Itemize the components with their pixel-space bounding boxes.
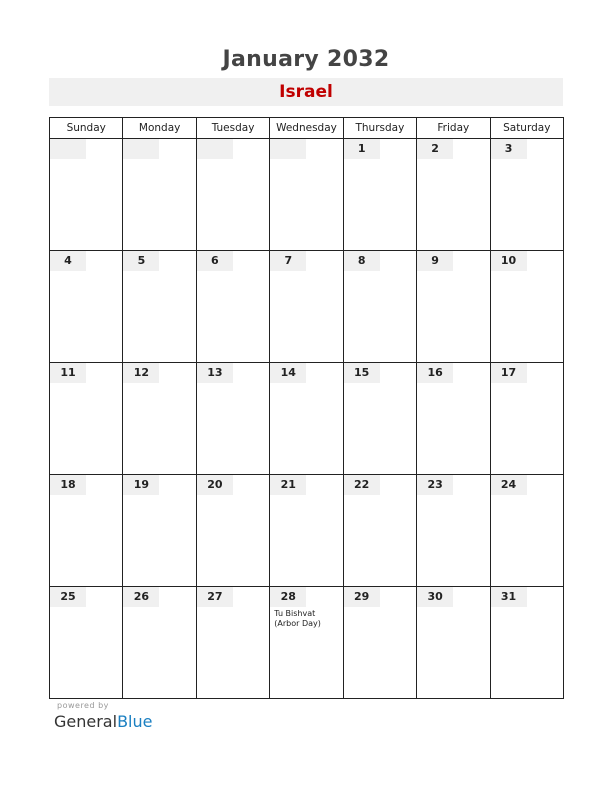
day-cell[interactable] <box>270 139 343 251</box>
weekday-header: Thursday <box>343 118 416 139</box>
day-cell[interactable] <box>490 475 563 587</box>
day-cell[interactable] <box>270 363 343 475</box>
day-cell[interactable] <box>123 587 196 699</box>
calendar-body <box>50 139 564 699</box>
day-number: 19 <box>123 475 159 495</box>
day-number: 31 <box>491 587 527 607</box>
day-number: 13 <box>197 363 233 383</box>
weekday-header: Sunday <box>50 118 123 139</box>
calendar-grid <box>49 117 564 699</box>
generalblue-logo[interactable] <box>54 712 152 731</box>
weekday-header-row <box>50 118 564 139</box>
day-cell[interactable] <box>490 139 563 251</box>
day-number: 15 <box>344 363 380 383</box>
day-number: 16 <box>417 363 453 383</box>
day-cell[interactable] <box>123 251 196 363</box>
day-cell[interactable] <box>417 363 490 475</box>
day-number <box>270 139 306 159</box>
day-number: 7 <box>270 251 306 271</box>
day-cell[interactable] <box>50 251 123 363</box>
powered-by-text: powered by <box>57 701 109 710</box>
day-number: 3 <box>491 139 527 159</box>
day-cell[interactable] <box>343 475 416 587</box>
day-number <box>197 139 233 159</box>
day-cell[interactable] <box>123 475 196 587</box>
day-number: 6 <box>197 251 233 271</box>
day-cell[interactable] <box>270 475 343 587</box>
day-number <box>50 139 86 159</box>
day-cell[interactable] <box>343 139 416 251</box>
day-cell[interactable] <box>343 587 416 699</box>
day-number: 27 <box>197 587 233 607</box>
weekday-header: Wednesday <box>270 118 343 139</box>
day-number: 30 <box>417 587 453 607</box>
day-cell[interactable] <box>50 139 123 251</box>
day-number: 2 <box>417 139 453 159</box>
brand-general: General <box>54 712 118 731</box>
day-cell[interactable] <box>50 587 123 699</box>
day-cell[interactable] <box>50 363 123 475</box>
day-cell[interactable] <box>196 139 269 251</box>
weekday-header: Tuesday <box>196 118 269 139</box>
day-cell[interactable] <box>417 139 490 251</box>
day-number: 1 <box>344 139 380 159</box>
day-number: 11 <box>50 363 86 383</box>
day-number: 21 <box>270 475 306 495</box>
day-number: 25 <box>50 587 86 607</box>
country-band <box>49 78 563 106</box>
day-cell[interactable] <box>123 363 196 475</box>
day-cell[interactable] <box>417 475 490 587</box>
day-number: 10 <box>491 251 527 271</box>
day-number: 5 <box>123 251 159 271</box>
day-cell[interactable] <box>417 587 490 699</box>
day-cell[interactable] <box>343 251 416 363</box>
calendar-title: January 2032 <box>222 47 390 72</box>
day-cell[interactable] <box>196 475 269 587</box>
day-number: 22 <box>344 475 380 495</box>
day-cell[interactable] <box>196 251 269 363</box>
day-number: 14 <box>270 363 306 383</box>
day-number: 24 <box>491 475 527 495</box>
day-number: 12 <box>123 363 159 383</box>
day-number: 29 <box>344 587 380 607</box>
day-cell[interactable] <box>490 587 563 699</box>
day-number: 17 <box>491 363 527 383</box>
weekday-header: Saturday <box>490 118 563 139</box>
day-cell[interactable] <box>270 587 343 699</box>
brand-blue: Blue <box>117 712 153 731</box>
day-number: 20 <box>197 475 233 495</box>
holiday-label: Tu Bishvat (Arbor Day) <box>274 609 321 628</box>
weekday-header: Monday <box>123 118 196 139</box>
day-number: 28 <box>270 587 306 607</box>
day-number: 9 <box>417 251 453 271</box>
day-cell[interactable] <box>123 139 196 251</box>
day-cell[interactable] <box>490 363 563 475</box>
day-cell[interactable] <box>270 251 343 363</box>
day-cell[interactable] <box>196 363 269 475</box>
day-cell[interactable] <box>417 251 490 363</box>
day-number: 8 <box>344 251 380 271</box>
country-name: Israel <box>279 82 333 102</box>
day-number: 18 <box>50 475 86 495</box>
day-number: 23 <box>417 475 453 495</box>
week-row <box>50 363 564 475</box>
day-cell[interactable] <box>50 475 123 587</box>
day-cell[interactable] <box>343 363 416 475</box>
weekday-header: Friday <box>417 118 490 139</box>
week-row <box>50 587 564 699</box>
day-number: 4 <box>50 251 86 271</box>
day-number <box>123 139 159 159</box>
week-row <box>50 251 564 363</box>
week-row <box>50 475 564 587</box>
day-cell[interactable] <box>490 251 563 363</box>
week-row <box>50 139 564 251</box>
day-number: 26 <box>123 587 159 607</box>
day-cell[interactable] <box>196 587 269 699</box>
